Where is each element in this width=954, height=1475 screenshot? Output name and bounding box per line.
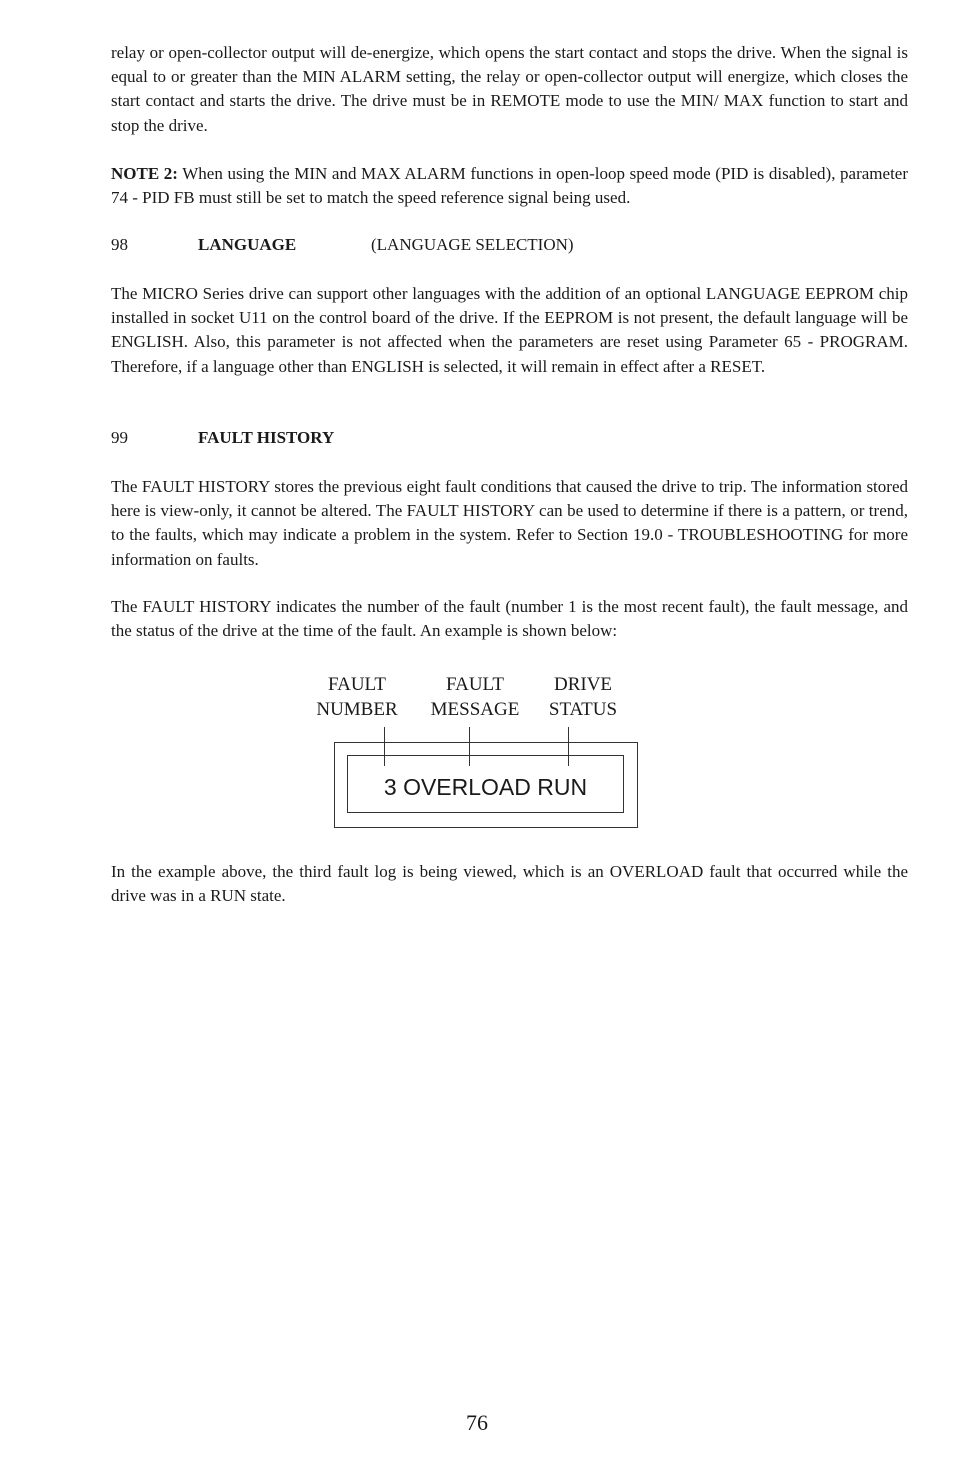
page-number: 76	[466, 1410, 488, 1435]
note-2-paragraph	[111, 162, 908, 210]
parameter-98-heading	[111, 233, 908, 257]
paragraph-fault-history-format: The FAULT HISTORY indicates the number of the fault (number 1 is the most recent fault), the fault message, and the status of the drive at the time of the fault. An example is shown below:	[111, 597, 908, 641]
label-line-2: STATUS	[548, 699, 618, 720]
parameter-number: 98	[111, 235, 128, 254]
paragraph-example-explanation: In the example above, the third fault log is being viewed, which is an OVERLOAD fault that occurred while the drive was in a RUN state.	[111, 862, 908, 906]
label-line-1: FAULT	[327, 674, 387, 695]
paragraph-fault-history: The FAULT HISTORY stores the previous eight fault conditions that caused the drive to trip. The information stored here is view-only, it cannot be altered. The FAULT HISTORY can be used to determine if there is a pattern, or trend, to the faults, which may indicate a problem in the system. Refer to Section 19.0 - TROUBLESHOOTING for more information on faults.	[111, 477, 908, 569]
fault-number-pointer	[384, 727, 385, 766]
label-line-2: NUMBER	[316, 699, 398, 720]
label-line-1: FAULT	[445, 674, 505, 695]
fault-message-pointer	[469, 727, 470, 766]
note-2-label: NOTE 2:	[111, 164, 178, 183]
fault-number-label	[307, 672, 407, 722]
parameter-description: (LANGUAGE SELECTION)	[371, 235, 574, 254]
parameter-name: LANGUAGE	[198, 235, 297, 254]
fault-message-label	[420, 672, 530, 722]
label-line-2: MESSAGE	[430, 699, 520, 720]
drive-status-pointer	[568, 727, 569, 766]
parameter-99-heading	[111, 426, 908, 450]
note-2-text: When using the MIN and MAX ALARM functions in open-loop speed mode (PID is disabled), parameter 74 - PID FB must still be set to match the speed reference signal being used.	[111, 164, 909, 208]
display-text: 3 OVERLOAD RUN	[383, 774, 588, 800]
drive-status-label	[538, 672, 628, 722]
label-line-1: DRIVE	[553, 674, 613, 695]
parameter-name: FAULT HISTORY	[198, 428, 335, 447]
paragraph-language: The MICRO Series drive can support other languages with the addition of an optional LANGUAGE EEPROM chip installed in socket U11 on the control board of the drive. If the EEPROM is not present, the default language will be ENGLISH. Also, this parameter is not affected when the parameters are reset using Parameter 65 - PROGRAM. Therefore, if a language other than ENGLISH is selected, it will remain in effect after a RESET.	[111, 284, 908, 376]
parameter-number: 99	[111, 428, 128, 447]
paragraph-min-max-function: relay or open-collector output will de-energize, which opens the start contact and stops the drive. When the signal is equal to or greater than the MIN ALARM setting, the relay or open-collector output will energize, which closes the start contact and starts the drive. The drive must be in REMOTE mode to use the MIN/ MAX function to start and stop the drive.	[111, 43, 908, 135]
